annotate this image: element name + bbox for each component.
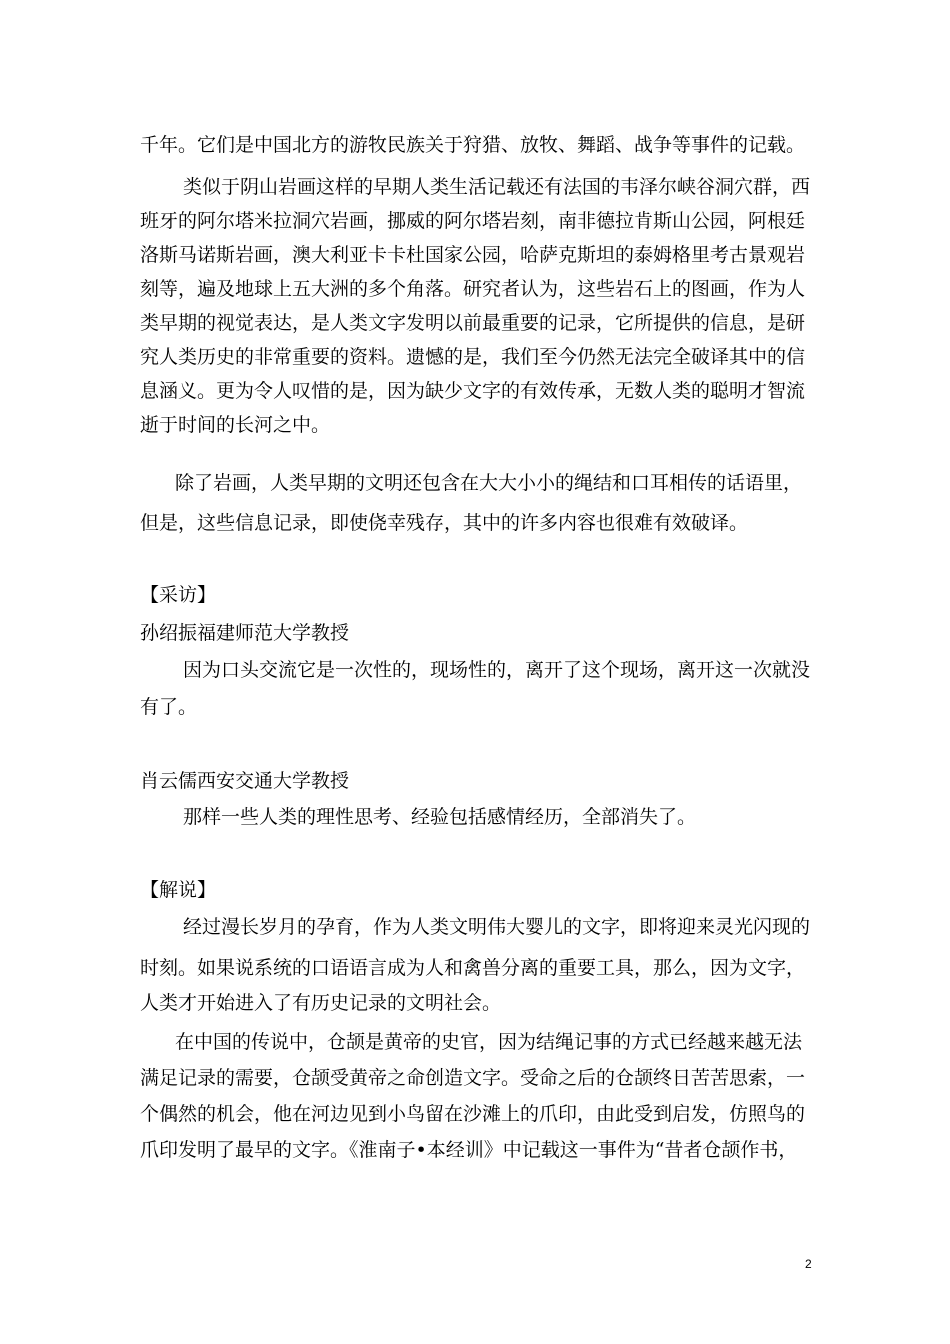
page-number: 2 (805, 1257, 812, 1271)
text-line: 刻等，遍及地球上五大洲的多个角落。研究者认为，这些岩石上的图画，作为人 (140, 278, 806, 300)
speaker-name: 孙绍振福建师范大学教授 (140, 622, 350, 644)
text-line: 满足记录的需要，仓颉受黄帝之命创造文字。受命之后的仓颉终日苦苦思索，一 (140, 1067, 806, 1089)
text-line: 究人类历史的非常重要的资料。遗憾的是，我们至今仍然无法完全破译其中的信 (140, 346, 806, 368)
text-line: 除了岩画，人类早期的文明还包含在大大小小的绳结和口耳相传的话语里， (175, 472, 803, 494)
text-line: 那样一些人类的理性思考、经验包括感情经历，全部消失了。 (183, 806, 697, 828)
text-line: 类似于阴山岩画这样的早期人类生活记载还有法国的韦泽尔峡谷洞穴群，西 (183, 176, 811, 198)
text-line: 千年。它们是中国北方的游牧民族关于狩猎、放牧、舞蹈、战争等事件的记载。 (140, 134, 806, 156)
text-line: 类早期的视觉表达，是人类文字发明以前最重要的记录，它所提供的信息，是研 (140, 312, 806, 334)
text-line: 个偶然的机会，他在河边见到小鸟留在沙滩上的爪印，由此受到启发，仿照鸟的 (140, 1103, 806, 1125)
text-line: 息涵义。更为令人叹惜的是，因为缺少文字的有效传承，无数人类的聪明才智流 (140, 380, 806, 402)
text-line: 逝于时间的长河之中。 (140, 414, 331, 436)
text-line: 但是，这些信息记录，即使侥幸残存，其中的许多内容也很难有效破译。 (140, 512, 749, 534)
speaker-name: 肖云儒西安交通大学教授 (140, 770, 350, 792)
text-line: 经过漫长岁月的孕育，作为人类文明伟大婴儿的文字，即将迎来灵光闪现的 (183, 916, 811, 938)
section-heading: 【采访】 (140, 584, 217, 606)
text-line: 在中国的传说中，仓颉是黄帝的史官，因为结绳记事的方式已经越来越无法 (175, 1031, 803, 1053)
text-line: 人类才开始进入了有历史记录的文明社会。 (140, 992, 502, 1014)
text-line: 班牙的阿尔塔米拉洞穴岩画，挪威的阿尔塔岩刻，南非德拉肯斯山公园，阿根廷 (140, 210, 806, 232)
section-heading: 【解说】 (140, 879, 217, 901)
text-line: 时刻。如果说系统的口语语言成为人和禽兽分离的重要工具，那么，因为文字， (140, 957, 806, 979)
text-line: 洛斯马诺斯岩画，澳大利亚卡卡杜国家公园，哈萨克斯坦的泰姆格里考古景观岩 (140, 244, 806, 266)
text-line: 爪印发明了最早的文字。《淮南子•本经训》中记载这一事件为“昔者仓颉作书， (140, 1139, 798, 1161)
text-line: 因为口头交流它是一次性的，现场性的，离开了这个现场，离开这一次就没 (183, 659, 811, 681)
text-line: 有了。 (140, 696, 198, 718)
